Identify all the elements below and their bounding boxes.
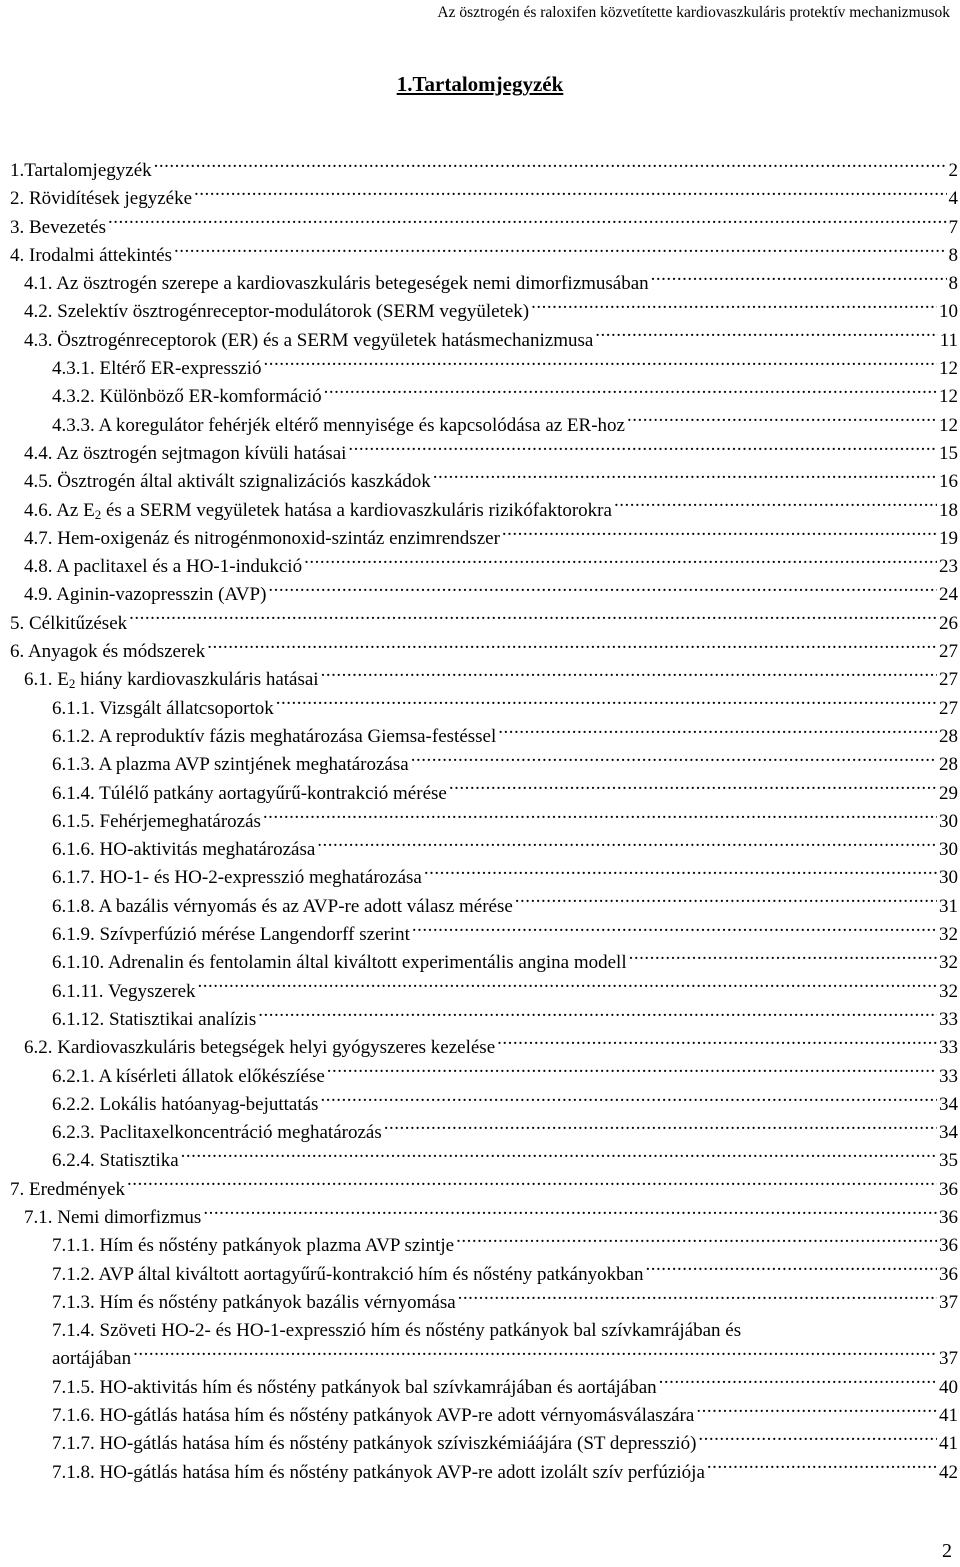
- toc-entry-text: 4.7. Hem-oxigenáz és nitrogénmonoxid-szintáz enzimrendszer: [24, 527, 500, 549]
- toc-leader-dots: [458, 1289, 937, 1308]
- toc-page-number: 35: [939, 1150, 958, 1172]
- toc-entry-text: 6.1.9. Szívperfúzió mérése Langendorff szerint: [52, 924, 410, 946]
- toc-entry[interactable]: [10, 1374, 958, 1402]
- toc-page-number: 11: [939, 329, 958, 351]
- toc-page-number: 36: [939, 1235, 958, 1257]
- toc-page-number: 40: [939, 1376, 958, 1398]
- toc-leader-dots: [595, 327, 937, 346]
- toc-entry-text: 5. Célkitűzések: [10, 612, 128, 634]
- toc-entry[interactable]: [10, 1430, 958, 1458]
- toc-leader-dots: [515, 893, 937, 912]
- toc-leader-dots: [108, 214, 946, 233]
- toc-entry-text: 4.3.1. Eltérő ER-expresszió: [52, 358, 262, 380]
- toc-leader-dots: [433, 468, 937, 487]
- toc-entry-text: 1.Tartalomjegyzék: [10, 160, 152, 181]
- toc-leader-dots: [154, 157, 947, 176]
- toc-page-number: 41: [939, 1433, 958, 1455]
- toc-entry-text: 6.1.3. A plazma AVP szintjének meghatározása: [52, 754, 409, 776]
- toc-leader-dots: [207, 638, 937, 657]
- toc-title: 1.Tartalomjegyzék: [396, 72, 564, 96]
- toc-page-number: 23: [939, 556, 958, 578]
- toc-page-number: 27: [939, 641, 958, 663]
- toc-entry-text: 7. Eredmények: [10, 1178, 126, 1200]
- running-header: Az ösztrogén és raloxifen közvetítette kardiovaszkuláris protektív mechanizmusok: [437, 4, 950, 21]
- toc-leader-dots: [324, 383, 937, 402]
- toc-entry[interactable]: [10, 723, 958, 751]
- toc-entry-text: 6.1.8. A bazális vérnyomás és az AVP-re adott válasz mérése: [52, 895, 513, 917]
- toc-leader-dots: [646, 1261, 937, 1280]
- toc-entry-text: 4.3.3. A koregulátor fehérjék eltérő mennyisége és kapcsolódása az ER-hoz: [52, 414, 625, 436]
- toc-entry[interactable]: [10, 298, 958, 326]
- toc-leader-dots: [698, 1430, 937, 1449]
- toc-entry[interactable]: [10, 1063, 958, 1091]
- toc-entry[interactable]: [10, 1034, 958, 1062]
- toc-leader-dots: [348, 440, 937, 459]
- toc-leader-dots: [502, 525, 937, 544]
- toc-page-number: 32: [939, 924, 958, 946]
- toc-entry-text: 4.3. Ösztrogénreceptorok (ER) és a SERM vegyületek hatásmechanizmusa: [24, 329, 594, 351]
- toc-entry[interactable]: [10, 270, 958, 298]
- toc-page-number: 36: [939, 1206, 958, 1228]
- toc-leader-dots: [203, 1204, 937, 1223]
- toc-page-number: 42: [939, 1461, 958, 1483]
- toc-entry[interactable]: [10, 581, 958, 609]
- toc-entry-text: 7.1.3. Hím és nőstény patkányok bazális vérnyomása: [52, 1291, 456, 1313]
- toc-entry-text: 7.1.7. HO-gátlás hatása hím és nőstény patkányok szíviszkémiáájára (ST depresszió): [52, 1433, 697, 1455]
- toc-entry[interactable]: [10, 1006, 958, 1034]
- toc-leader-dots: [276, 695, 937, 714]
- toc-page-number: 32: [939, 980, 958, 1002]
- toc-leader-dots: [263, 355, 937, 374]
- toc-leader-dots: [629, 949, 937, 968]
- toc-entry-text: 6.1.12. Statisztikai analízis: [52, 1008, 257, 1030]
- toc-entry[interactable]: [10, 468, 958, 496]
- toc-entry-text: 6.1.4. Túlélő patkány aortagyűrű-kontrakció mérése: [52, 782, 447, 804]
- toc-entry-text: 7.1.6. HO-gátlás hatása hím és nőstény patkányok AVP-re adott vérnyomásválaszára: [52, 1405, 695, 1427]
- toc-entry[interactable]: [10, 780, 958, 808]
- toc-leader-dots: [659, 1374, 937, 1393]
- toc-page-number: 18: [939, 499, 958, 521]
- toc-entry[interactable]: [10, 864, 958, 892]
- toc-entry[interactable]: [10, 1317, 958, 1374]
- toc-entry[interactable]: [10, 751, 958, 779]
- toc-page-number: 36: [939, 1178, 958, 1200]
- toc-entry-text: 4.3.2. Különböző ER-komformáció: [52, 386, 322, 408]
- toc-leader-dots: [268, 581, 937, 600]
- toc-entry-text: 6.1. $E_2$ hiány kardiovaszkuláris hatásai: [24, 669, 319, 692]
- toc-entry[interactable]: [10, 1119, 958, 1147]
- toc-entry[interactable]: [10, 383, 958, 411]
- toc-entry[interactable]: [10, 808, 958, 836]
- toc-entry[interactable]: [10, 978, 958, 1006]
- toc-entry[interactable]: [10, 638, 958, 666]
- toc-leader-dots: [263, 808, 937, 827]
- toc-page-number: 16: [939, 471, 958, 493]
- toc-entry-text: 3. Bevezetés: [10, 216, 107, 238]
- toc-leader-dots: [321, 666, 937, 685]
- toc-entry-text: 6.2.4. Statisztika: [52, 1150, 179, 1172]
- toc-entry-text: 4.4. Az ösztrogén sejtmagon kívüli hatásai: [24, 442, 347, 464]
- toc-entry-text: 4.8. A paclitaxel és a HO-1-indukció: [24, 556, 303, 578]
- toc-page-number: 33: [939, 1065, 958, 1087]
- toc-leader-dots: [194, 185, 946, 204]
- toc-leader-dots: [424, 864, 937, 883]
- toc-page-number: 8: [948, 244, 958, 266]
- toc-entry-text: 4. Irodalmi áttekintés: [10, 244, 172, 266]
- toc-entry-text: 6.1.1. Vizsgált állatcsoportok: [52, 697, 274, 719]
- toc-leader-dots: [651, 270, 947, 289]
- toc-leader-dots: [497, 1034, 937, 1053]
- toc-entry[interactable]: [10, 553, 958, 581]
- toc-entry-text: 2. Rövidítések jegyzéke: [10, 188, 193, 210]
- toc-leader-dots: [456, 1232, 937, 1251]
- toc-entry[interactable]: [10, 185, 958, 213]
- toc-entry-text: 4.9. Aginin-vazopresszin (AVP): [24, 584, 267, 606]
- toc-page-number: 8: [948, 273, 958, 295]
- toc-entry[interactable]: [10, 327, 958, 355]
- page-number: 2: [942, 1540, 952, 1562]
- toc-leader-dots: [384, 1119, 937, 1138]
- toc-entry-text-continued: aortájában: [52, 1348, 132, 1370]
- toc-entry[interactable]: [10, 893, 958, 921]
- toc-entry[interactable]: [10, 1147, 958, 1175]
- toc-entry-text: 7.1.4. Szöveti HO-2- és HO-1-expresszió hím és nőstény patkányok bal szívkamrájában és: [52, 1320, 742, 1342]
- toc-entry-text: 6. Anyagok és módszerek: [10, 641, 206, 663]
- toc-page-number: 4: [948, 188, 958, 210]
- toc-page-number: 10: [939, 301, 958, 323]
- toc-leader-dots: [449, 780, 937, 799]
- toc-page-number: 30: [939, 867, 958, 889]
- toc-leader-dots: [198, 978, 937, 997]
- toc-entry[interactable]: [10, 1289, 958, 1317]
- toc-page-number: 12: [939, 414, 958, 436]
- toc-entry-text: 6.1.6. HO-aktivitás meghatározása: [52, 839, 316, 861]
- toc-entry-text: 6.1.11. Vegyszerek: [52, 980, 196, 1002]
- toc-leader-dots: [498, 723, 937, 742]
- toc-entry[interactable]: [10, 1261, 958, 1289]
- toc-leader-dots: [129, 610, 937, 629]
- toc-leader-dots: [317, 836, 937, 855]
- toc-page-number: 30: [939, 810, 958, 832]
- toc-page-number: 7: [948, 216, 958, 238]
- toc-leader-dots: [707, 1459, 937, 1478]
- toc-entry-text: 6.2.3. Paclitaxelkoncentráció meghatározás: [52, 1122, 382, 1144]
- toc-page-number: 24: [939, 584, 958, 606]
- toc-entry[interactable]: [10, 525, 958, 553]
- toc-entry-text: 7.1.8. HO-gátlás hatása hím és nőstény patkányok AVP-re adott izolált szív perfúziója: [52, 1461, 705, 1483]
- toc-entry-text: 6.2.2. Lokális hatóanyag-bejuttatás: [52, 1093, 319, 1115]
- toc-entry[interactable]: [10, 1091, 958, 1119]
- toc-entry-text: 6.1.5. Fehérjemeghatározás: [52, 810, 261, 832]
- toc-entry-text: 6.1.2. A reproduktív fázis meghatározása Giemsa-festéssel: [52, 725, 497, 747]
- toc-leader-dots: [258, 1006, 937, 1025]
- toc-entry[interactable]: [10, 1402, 958, 1430]
- toc-leader-dots: [304, 553, 937, 572]
- toc-entry[interactable]: [10, 412, 958, 440]
- toc-entry[interactable]: [10, 949, 958, 977]
- toc-page-number: 37: [939, 1291, 958, 1313]
- toc-entry[interactable]: [10, 836, 958, 864]
- toc-page-number: 15: [939, 442, 958, 464]
- toc-leader-dots: [133, 1345, 937, 1364]
- toc-entry[interactable]: [10, 440, 958, 468]
- toc-entry-text: 4.6. Az $E_2$ és a SERM vegyületek hatása a kardiovaszkuláris rizikófaktorokra: [24, 499, 612, 522]
- toc-page-number: 34: [939, 1093, 958, 1115]
- toc-entry-text: 6.2. Kardiovaszkuláris betegségek helyi gyógyszeres kezelése: [24, 1037, 496, 1059]
- toc-entry-text: 7.1.5. HO-aktivitás hím és nőstény patkányok bal szívkamrájában és aortájában: [52, 1376, 657, 1398]
- toc-entry[interactable]: [10, 1232, 958, 1260]
- toc-leader-dots: [696, 1402, 937, 1421]
- toc-page-number: 12: [939, 358, 958, 380]
- toc-leader-dots: [174, 242, 947, 261]
- toc-entry[interactable]: [10, 666, 958, 694]
- toc-page-number: 27: [939, 697, 958, 719]
- toc-page-number: 29: [939, 782, 958, 804]
- toc-entry-text: 4.1. Az ösztrogén szerepe a kardiovaszkuláris betegeségek nemi dimorfizmusában: [24, 273, 649, 295]
- toc-entry[interactable]: [10, 1459, 958, 1487]
- toc-entry-text: 6.1.7. HO-1- és HO-2-expresszió meghatározása: [52, 867, 422, 889]
- toc-entry[interactable]: [10, 695, 958, 723]
- toc-entry[interactable]: [10, 610, 958, 638]
- toc-page-number: 28: [939, 754, 958, 776]
- toc-page-number: 33: [939, 1008, 958, 1030]
- toc-page-number: 37: [939, 1348, 958, 1370]
- toc-leader-dots: [412, 921, 937, 940]
- toc-page-number: 33: [939, 1037, 958, 1059]
- toc-page-number: 12: [939, 386, 958, 408]
- toc-leader-dots: [320, 1091, 937, 1110]
- toc-leader-dots: [181, 1147, 937, 1166]
- table-of-contents: [10, 157, 958, 1487]
- toc-entry[interactable]: [10, 921, 958, 949]
- toc-entry-text: 7.1.1. Hím és nőstény patkányok plazma AVP szintje: [52, 1235, 455, 1257]
- toc-page-number: 2: [948, 160, 958, 181]
- toc-entry-text: 7.1. Nemi dimorfizmus: [24, 1206, 202, 1228]
- toc-entry[interactable]: [10, 497, 958, 525]
- toc-leader-dots: [127, 1176, 937, 1195]
- toc-entry-text: 4.5. Ösztrogén által aktivált szignalizációs kaszkádok: [24, 471, 431, 493]
- toc-page-number: 19: [939, 527, 958, 549]
- toc-entry[interactable]: [10, 157, 958, 185]
- toc-leader-dots: [531, 298, 937, 317]
- toc-page-number: 41: [939, 1405, 958, 1427]
- toc-page-number: 34: [939, 1122, 958, 1144]
- toc-entry-text: 6.1.10. Adrenalin és fentolamin által kiváltott experimentális angina modell: [52, 952, 627, 974]
- toc-entry[interactable]: [10, 242, 958, 270]
- toc-entry[interactable]: [10, 1176, 958, 1204]
- toc-page-number: 30: [939, 839, 958, 861]
- toc-entry-text: 7.1.2. AVP által kiváltott aortagyűrű-kontrakció hím és nőstény patkányokban: [52, 1263, 644, 1285]
- toc-entry-text: 6.2.1. A kísérleti állatok előkészíése: [52, 1065, 325, 1087]
- toc-page-number: 31: [939, 895, 958, 917]
- toc-entry[interactable]: [10, 1204, 958, 1232]
- toc-page-number: 32: [939, 952, 958, 974]
- toc-leader-dots: [327, 1063, 937, 1082]
- toc-page-number: 27: [939, 669, 958, 691]
- toc-entry[interactable]: [10, 214, 958, 242]
- toc-page-number: 36: [939, 1263, 958, 1285]
- toc-entry[interactable]: [10, 355, 958, 383]
- toc-leader-dots: [627, 412, 937, 431]
- toc-leader-dots: [411, 751, 937, 770]
- toc-page-number: 26: [939, 612, 958, 634]
- toc-page-number: 28: [939, 725, 958, 747]
- toc-leader-dots: [614, 497, 937, 516]
- toc-entry-text: 4.2. Szelektív ösztrogénreceptor-modulátorok (SERM vegyületek): [24, 301, 530, 323]
